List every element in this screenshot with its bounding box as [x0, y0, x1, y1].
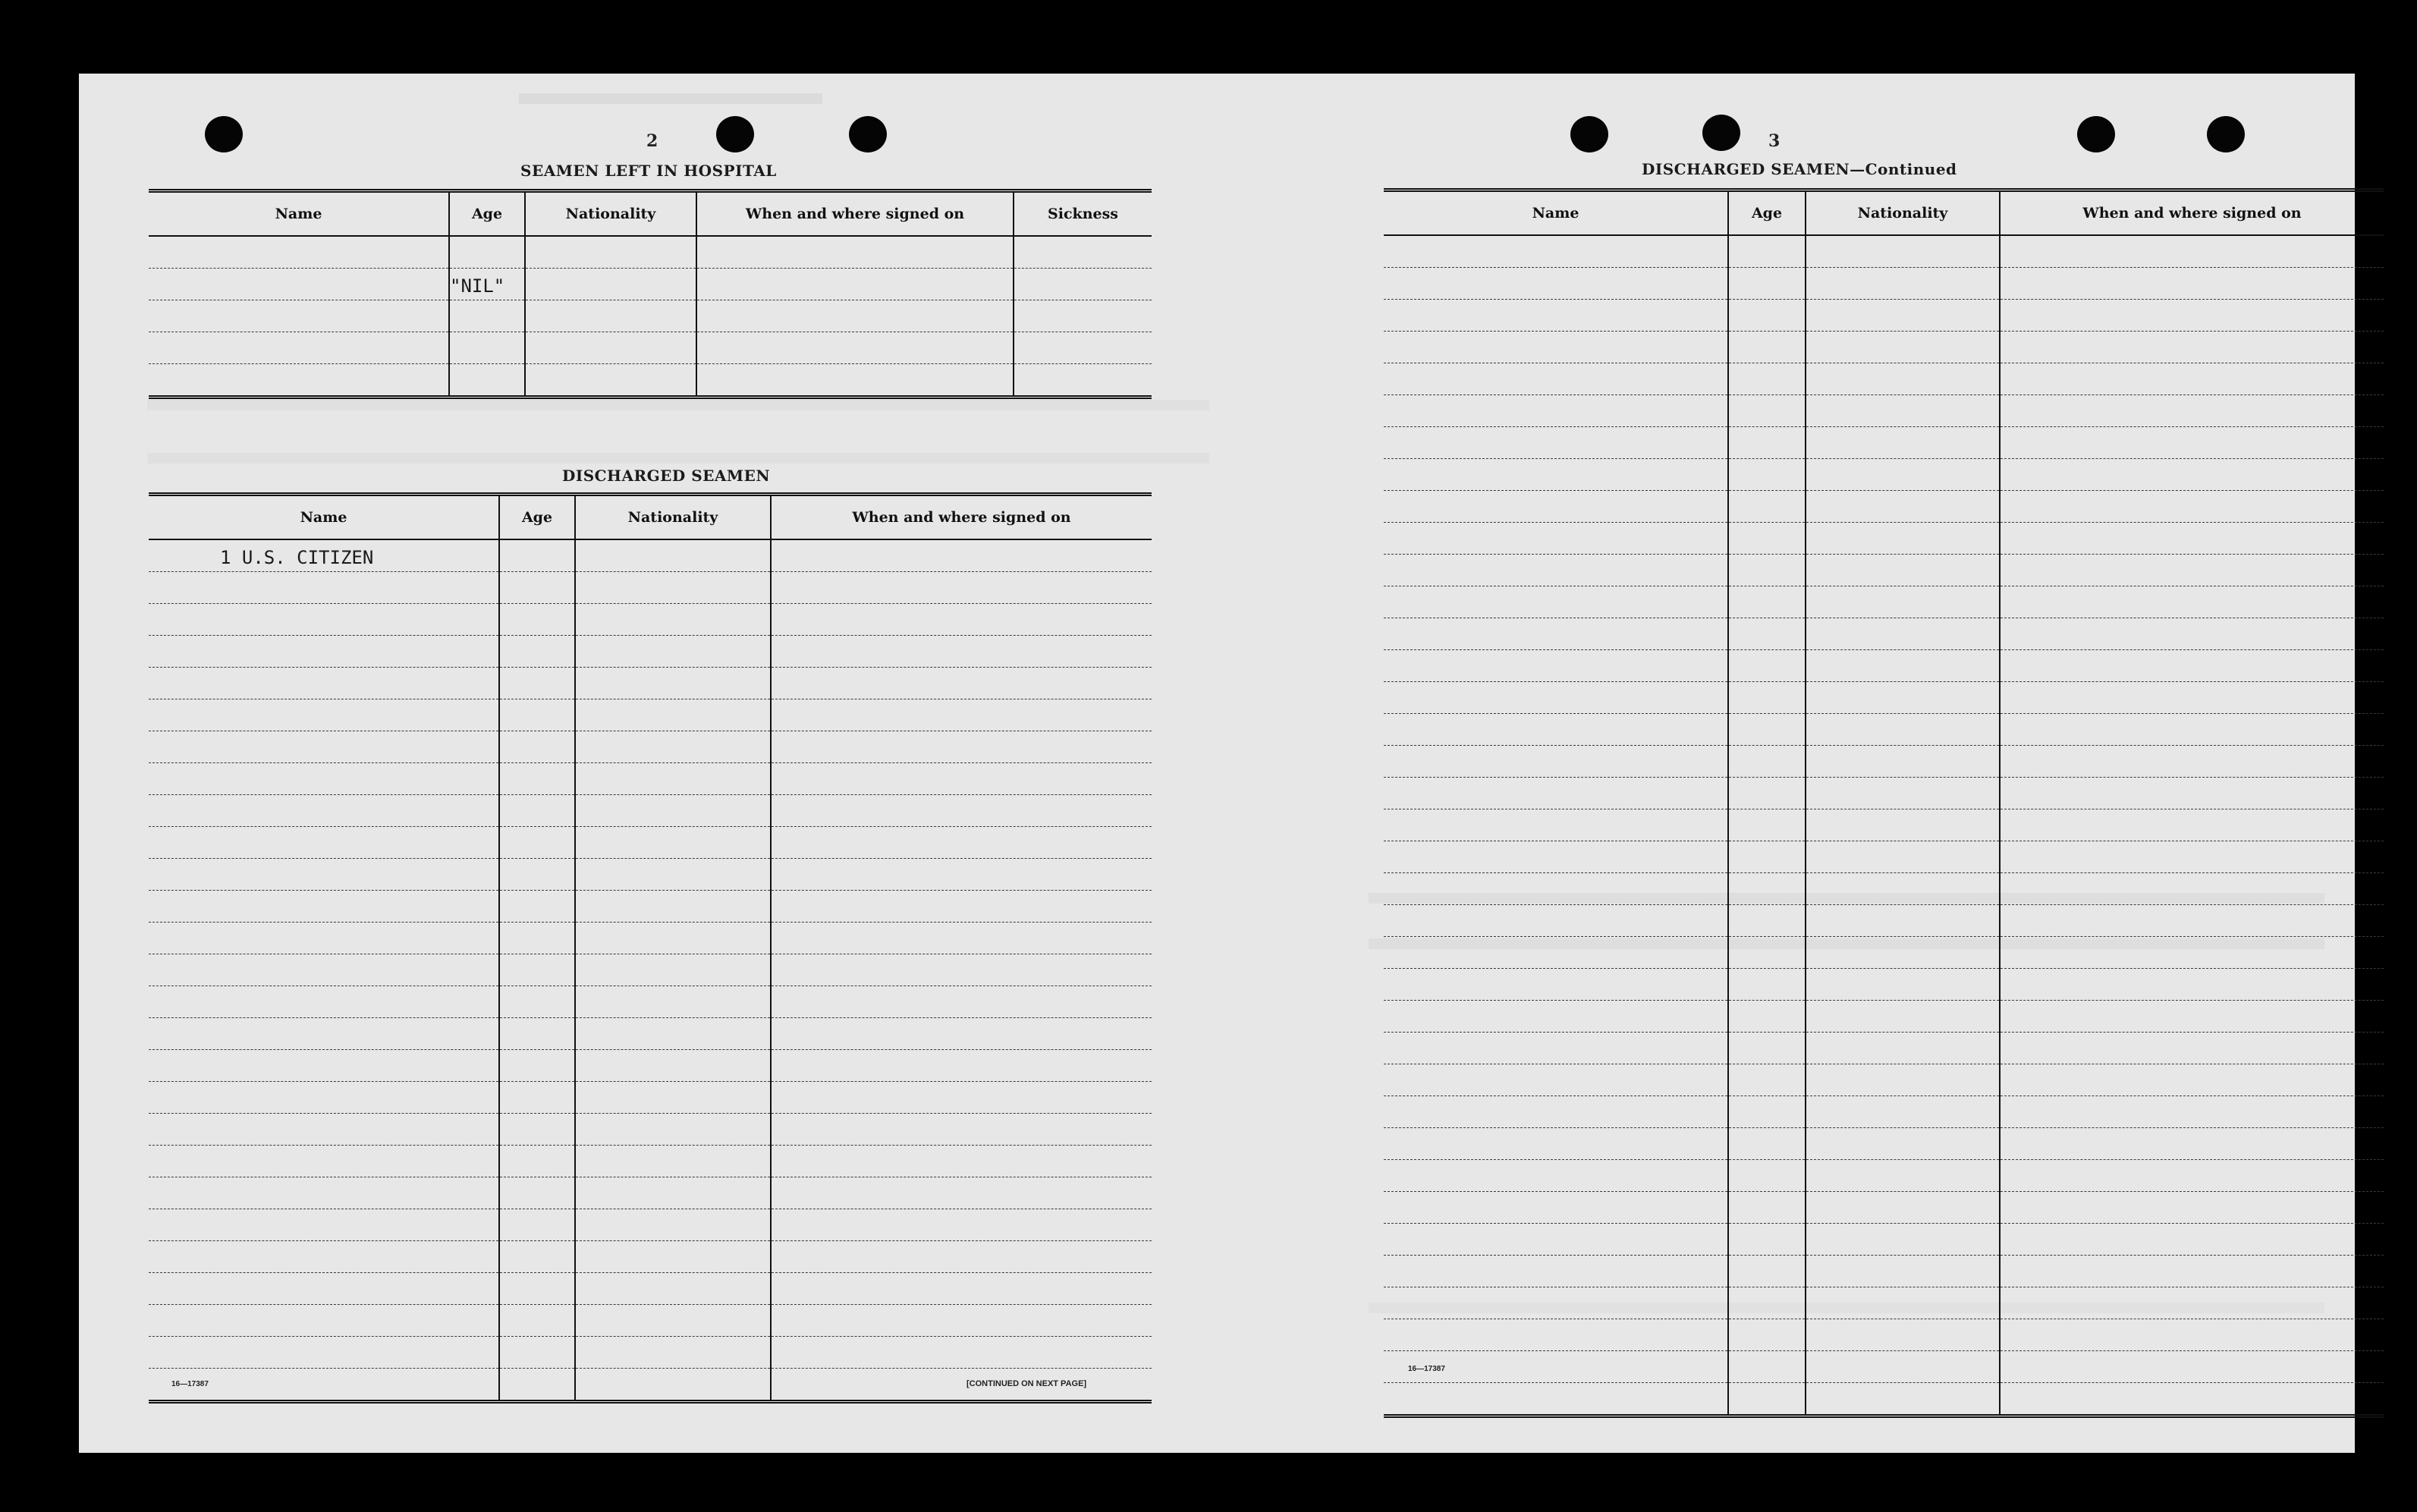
table-row: [1384, 1064, 2384, 1096]
column-header-nationality: Nationality: [575, 495, 771, 540]
table-row: [1384, 1351, 2384, 1383]
punch-hole: [2077, 116, 2115, 152]
column-header-name: Name: [149, 191, 449, 237]
table-row: [149, 539, 1152, 572]
table-row: [149, 923, 1152, 954]
table-row: [1384, 1001, 2384, 1033]
table-row: [1384, 268, 2384, 300]
table-row: [149, 1082, 1152, 1114]
table-row: [149, 1305, 1152, 1337]
table-row: [149, 986, 1152, 1018]
punch-hole: [849, 116, 887, 152]
table-row: [1384, 714, 2384, 746]
table-row: [149, 300, 1152, 332]
form-code: 16—17387: [171, 1380, 209, 1388]
table-row: [1384, 809, 2384, 841]
table-row: [149, 572, 1152, 604]
table-row: [149, 636, 1152, 668]
punch-hole: [716, 116, 754, 152]
table-row: [149, 699, 1152, 731]
faded-print: [147, 453, 1209, 464]
table-row: [149, 731, 1152, 763]
continued-note: [CONTINUED ON NEXT PAGE]: [966, 1379, 1087, 1388]
discharged-entry: 1 U.S. CITIZEN: [220, 547, 374, 568]
table-row: [1384, 1224, 2384, 1256]
table-row: [1384, 746, 2384, 778]
table-row: [1384, 905, 2384, 937]
table-row: [1384, 1096, 2384, 1128]
column-header-age: Age: [449, 191, 525, 237]
discharged-continued-title: DISCHARGED SEAMEN—Continued: [1642, 160, 1957, 178]
table-row: [149, 1177, 1152, 1209]
table-row: [149, 859, 1152, 891]
table-row: [149, 1114, 1152, 1146]
table-row: [1384, 427, 2384, 459]
column-header-age: Age: [499, 495, 575, 540]
punch-hole: [1570, 116, 1608, 152]
table-row: [1384, 555, 2384, 586]
table-row: [1384, 459, 2384, 491]
table-row: [149, 1209, 1152, 1241]
column-header-signed-on: When and where signed on: [771, 495, 1152, 540]
faded-print: [519, 93, 822, 104]
table-row: [1384, 1192, 2384, 1224]
hospital-table: [149, 189, 1152, 399]
table-row: [1384, 586, 2384, 618]
form-code: 16—17387: [1408, 1365, 1445, 1373]
page-number: 2: [646, 131, 658, 151]
table-row: [1384, 1256, 2384, 1287]
page-2: [79, 74, 1262, 1453]
column-header-sickness: Sickness: [1014, 191, 1152, 237]
table-row: [149, 827, 1152, 859]
page-3: [1262, 74, 2355, 1453]
table-row: [1384, 841, 2384, 873]
hospital-section-title: SEAMEN LEFT IN HOSPITAL: [520, 162, 777, 180]
punch-hole: [1702, 115, 1740, 151]
table-row: [149, 1146, 1152, 1177]
column-header-age: Age: [1728, 190, 1806, 236]
table-row: [1384, 1287, 2384, 1319]
table-row: [149, 763, 1152, 795]
table-row: [1384, 491, 2384, 523]
table-row: [1384, 682, 2384, 714]
table-row: [149, 1273, 1152, 1305]
table-row: [1384, 650, 2384, 682]
table-row: [1384, 618, 2384, 650]
table-row: [149, 1337, 1152, 1369]
table-row: [1384, 523, 2384, 555]
column-header-signed-on: When and where signed on: [2000, 190, 2384, 236]
table-row: [149, 668, 1152, 699]
table-row: [149, 236, 1152, 269]
discharged-table: [149, 492, 1152, 1404]
table-row: [1384, 778, 2384, 809]
table-row: [1384, 1383, 2384, 1416]
table-row: [1384, 300, 2384, 332]
table-row: [1384, 1128, 2384, 1160]
table-row: [149, 364, 1152, 398]
table-row: [149, 332, 1152, 364]
table-row: [149, 1050, 1152, 1082]
scanned-document: [79, 74, 2355, 1453]
table-row: [1384, 937, 2384, 969]
table-row: [1384, 1319, 2384, 1351]
table-row: [1384, 1160, 2384, 1192]
page-number: 3: [1768, 131, 1781, 151]
column-header-nationality: Nationality: [1806, 190, 2000, 236]
punch-hole: [205, 116, 243, 152]
table-row: [149, 1241, 1152, 1273]
table-row: [1384, 235, 2384, 268]
table-row: [149, 269, 1152, 300]
column-header-name: Name: [1384, 190, 1728, 236]
column-header-nationality: Nationality: [525, 191, 696, 237]
faded-print: [147, 400, 1209, 410]
table-row: [1384, 969, 2384, 1001]
table-row: [1384, 363, 2384, 395]
table-row: [1384, 1033, 2384, 1064]
table-row: [149, 604, 1152, 636]
table-row: [149, 891, 1152, 923]
punch-hole: [2207, 116, 2245, 152]
table-row: [149, 795, 1152, 827]
discharged-section-title: DISCHARGED SEAMEN: [562, 467, 771, 485]
column-header-name: Name: [149, 495, 499, 540]
column-header-signed-on: When and where signed on: [696, 191, 1014, 237]
table-row: [1384, 332, 2384, 363]
table-row: [149, 1018, 1152, 1050]
table-row: [1384, 395, 2384, 427]
hospital-nil-entry: "NIL": [450, 275, 505, 297]
table-row: [149, 954, 1152, 986]
discharged-continued-table: [1384, 188, 2384, 1418]
table-row: [1384, 873, 2384, 905]
